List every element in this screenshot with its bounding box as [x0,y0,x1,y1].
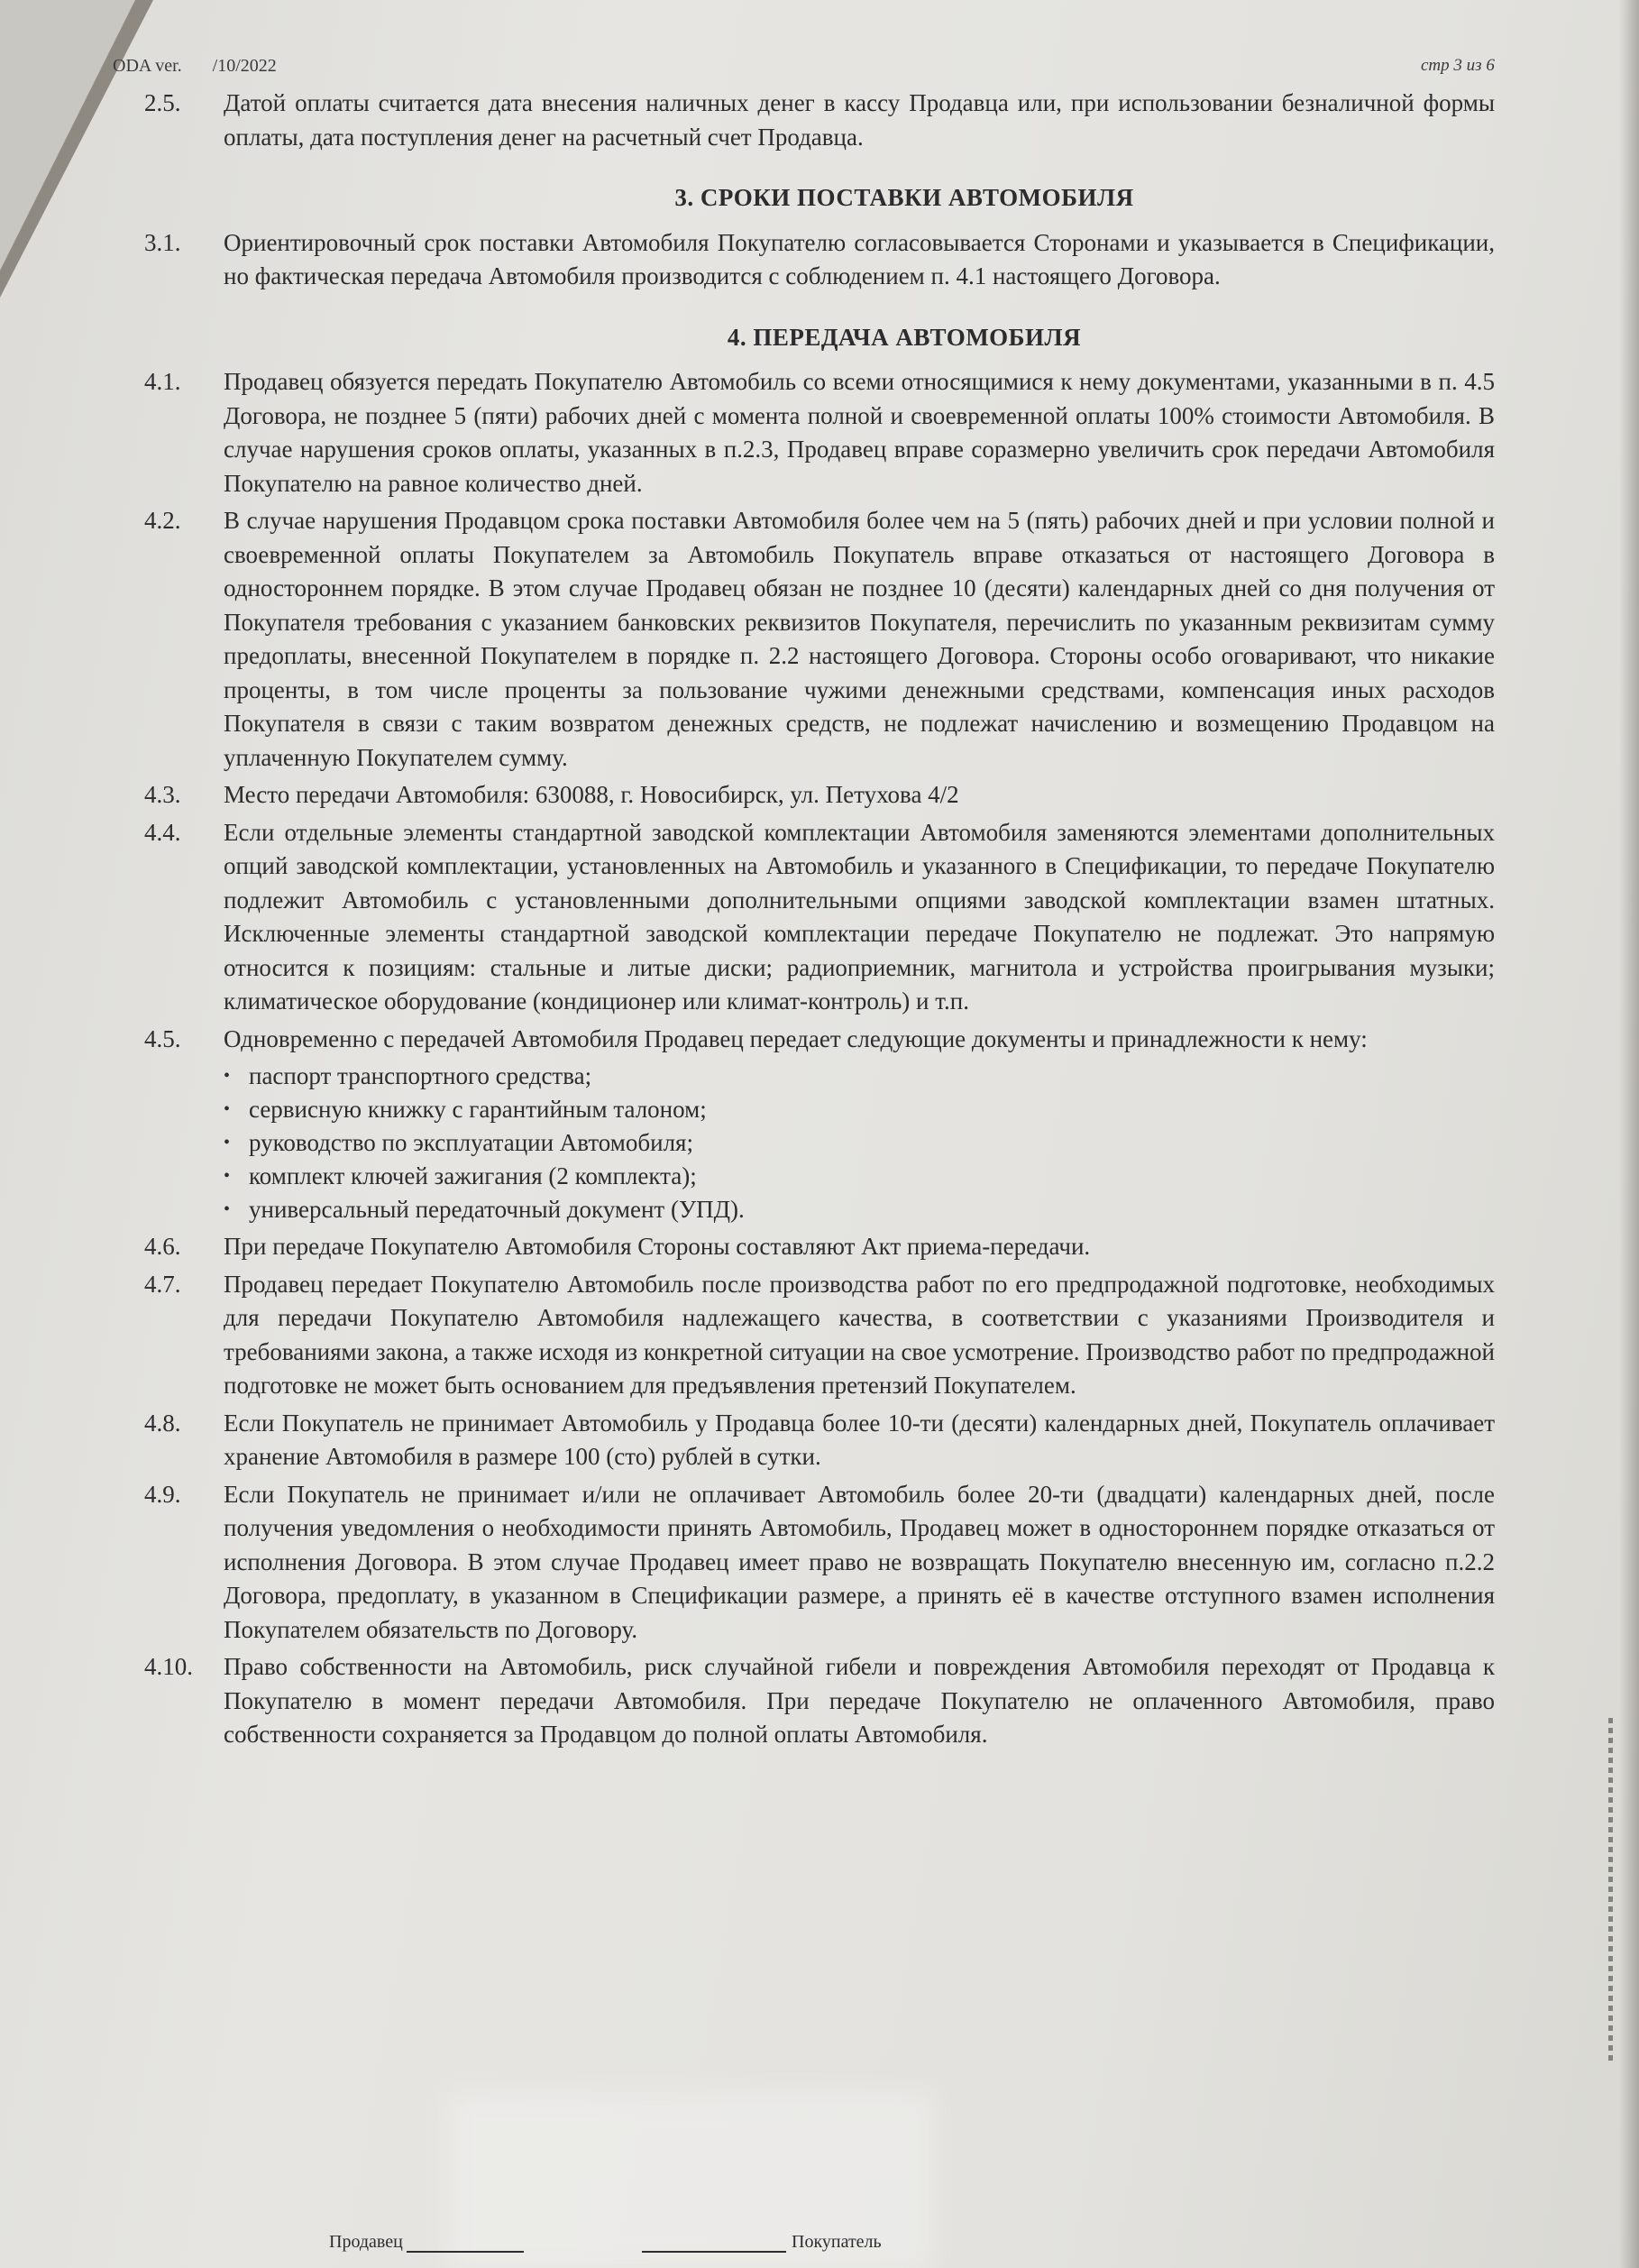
clause-text: Ориентировочный срок поставки Автомобиля Покупателю согласовывается Сторонами и указывается в Спецификации, но фактическая передача Автомобиля производится с соблюдением п. 4.1 настоящего Договора. [224,228,1495,289]
clause-text: Продавец передает Покупателю Автомобиль после производства работ по его предпродажной подготовке, необходимых для передачи Покупателю Автомобиля надлежащего качества, в соответствии с указаниями Производителя и требованиями закона, а также исходя из конкретной ситуации на свое усмотрение. Производство работ по предпродажной подготовке не может быть основанием для предъявления претензий Покупателем. [224,1270,1495,1399]
clause-number: 4.6. [144,1233,181,1260]
clause-text: Право собственности на Автомобиль, риск случайной гибели и повреждения Автомобиля переходят от Продавца к Покупателю в момент передачи Автомобиля. При передаче Покупателю не оплаченного Автомобиля, право собственности сохраняется за Продавцом до полной оплаты Автомобиля. [224,1653,1495,1748]
clause [142,365,1495,500]
contract-body [142,87,1495,1756]
clause-text: Если Покупатель не принимает и/или не оплачивает Автомобиль более 20-ти (двадцати) календарных дней, после получения уведомления о необходимости принять Автомобиль, Продавец может в одностороннем порядке отказаться от исполнения Договора. В этом случае Продавец имеет право не возвращать Покупателю внесенную им, согласно п.2.2 Договора, предоплату, в указанном в Спецификации размере, а принять её в качестве отступного взамен исполнения Покупателем обязательств по Договору. [224,1480,1495,1643]
clause [142,1268,1495,1403]
seller-label: Продавец [329,2232,403,2252]
seller-signature [329,2232,524,2253]
page-edge-shadow [1619,0,1639,2268]
doc-ref: ODA ver. [113,56,182,76]
clause-number: 4.1. [144,368,181,395]
clause [142,226,1495,294]
clause-text: В случае нарушения Продавцом срока поставки Автомобиля более чем на 5 (пять) рабочих дней и при условии полной и своевременной оплаты Покупателем за Автомобиль Покупатель вправе отказаться от настоящего Договора в одностороннем порядке. В этом случае Продавец обязан не позднее 10 (десяти) календарных дней со дня получения от Покупателя требования с указанием банковских реквизитов Покупателя, перечислить по указанным реквизитам сумму предоплаты, внесенной Покупателем в порядке п. 2.2 настоящего Договора. Стороны особо оговаривают, что никакие проценты, в том числе проценты за пользование чужими денежными средствами, компенсация иных расходов Покупателя в связи с таким возвратом денежных средств, не подлежат начислению и возмещению Продавцом на уплаченную Покупателем сумму. [224,507,1495,771]
clause-number: 4.7. [144,1270,181,1298]
clause [142,87,1495,154]
documents-list [222,1060,1495,1226]
list-item: • универсальный передаточный документ (УПД). [222,1193,1495,1226]
list-item: • паспорт транспортного средства; [222,1060,1495,1093]
list-item: • сервисную книжку с гарантийным талоном; [222,1093,1495,1126]
list-item: • руководство по эксплуатации Автомобиля; [222,1126,1495,1160]
clause-text: При передаче Покупателю Автомобиля Стороны составляют Акт приема-передачи. [224,1233,1091,1260]
seller-signature-line [407,2251,524,2253]
buyer-signature-line [642,2251,786,2253]
doc-date: /10/2022 [212,56,277,76]
clause-number: 4.3. [144,781,181,808]
clause [142,1023,1495,1057]
clause [142,1478,1495,1648]
clause-number: 2.5. [144,89,181,116]
clause [142,1407,1495,1474]
clause-text: Продавец обязуется передать Покупателю Автомобиль со всеми относящимися к нему документами, указанными в п. 4.5 Договора, не позднее 5 (пяти) рабочих дней с момента полной и своевременной оплаты 100% стоимости Автомобиля. В случае нарушения сроков оплаты, указанных в п.2.3, Продавец вправе соразмерно увеличить срок передачи Автомобиля Покупателю на равное количество дней. [224,368,1495,497]
section-title: 3. СРОКИ ПОСТАВКИ АВТОМОБИЛЯ [674,184,1134,211]
scan-marks [1608,1718,1613,2061]
clause-number: 4.10. [144,1653,193,1680]
clause-number: 4.2. [144,507,181,534]
page-curl [0,0,135,271]
buyer-label: Покупатель [792,2232,882,2252]
clause-text: Одновременно с передачей Автомобиля Продавец передает следующие документы и принадлежности к нему: [224,1024,1368,1052]
header-left [113,56,307,77]
clause-text: Если отдельные элементы стандартной заводской комплектации Автомобиля заменяются элементами дополнительных опций заводской комплектации, установленных на Автомобиль и указанного в Спецификации, то передаче Покупателю подлежит Автомобиль с установленными дополнительными опциями заводской комплектации взамен штатных. Исключенные элементы стандартной заводской комплектации передаче Покупателю не подлежат. Это напрямую относится к позициям: стальные и литые диски; радиоприемник, магнитола и устройства проигрывания музыки; климатическое оборудование (кондиционер или климат-контроль) и т.п. [224,818,1495,1015]
clause-number: 4.5. [144,1024,181,1052]
buyer-signature [642,2232,882,2253]
clause [142,1230,1495,1264]
clause-text: Если Покупатель не принимает Автомобиль у Продавца более 10-ти (десяти) календарных дней, Покупатель оплачивает хранение Автомобиля в размере 100 (сто) рублей в сутки. [224,1409,1495,1470]
clause [142,1650,1495,1752]
clause-number: 4.4. [144,818,181,846]
clause-text: Место передачи Автомобиля: 630088, г. Новосибирск, ул. Петухова 4/2 [224,781,959,808]
clause-text: Датой оплаты считается дата внесения наличных денег в кассу Продавца или, при использовании безналичной формы оплаты, дата поступления денег на расчетный счет Продавца. [224,89,1495,151]
section-title: 4. ПЕРЕДАЧА АВТОМОБИЛЯ [727,323,1082,351]
page-number: стр 3 из 6 [1421,56,1495,75]
clause [142,816,1495,1019]
clause-number: 4.9. [144,1480,181,1508]
clause-number: 3.1. [144,228,181,256]
clause [142,778,1495,813]
clause-number: 4.8. [144,1409,181,1437]
clause [142,504,1495,775]
list-item: • комплект ключей зажигания (2 комплекта); [222,1160,1495,1193]
